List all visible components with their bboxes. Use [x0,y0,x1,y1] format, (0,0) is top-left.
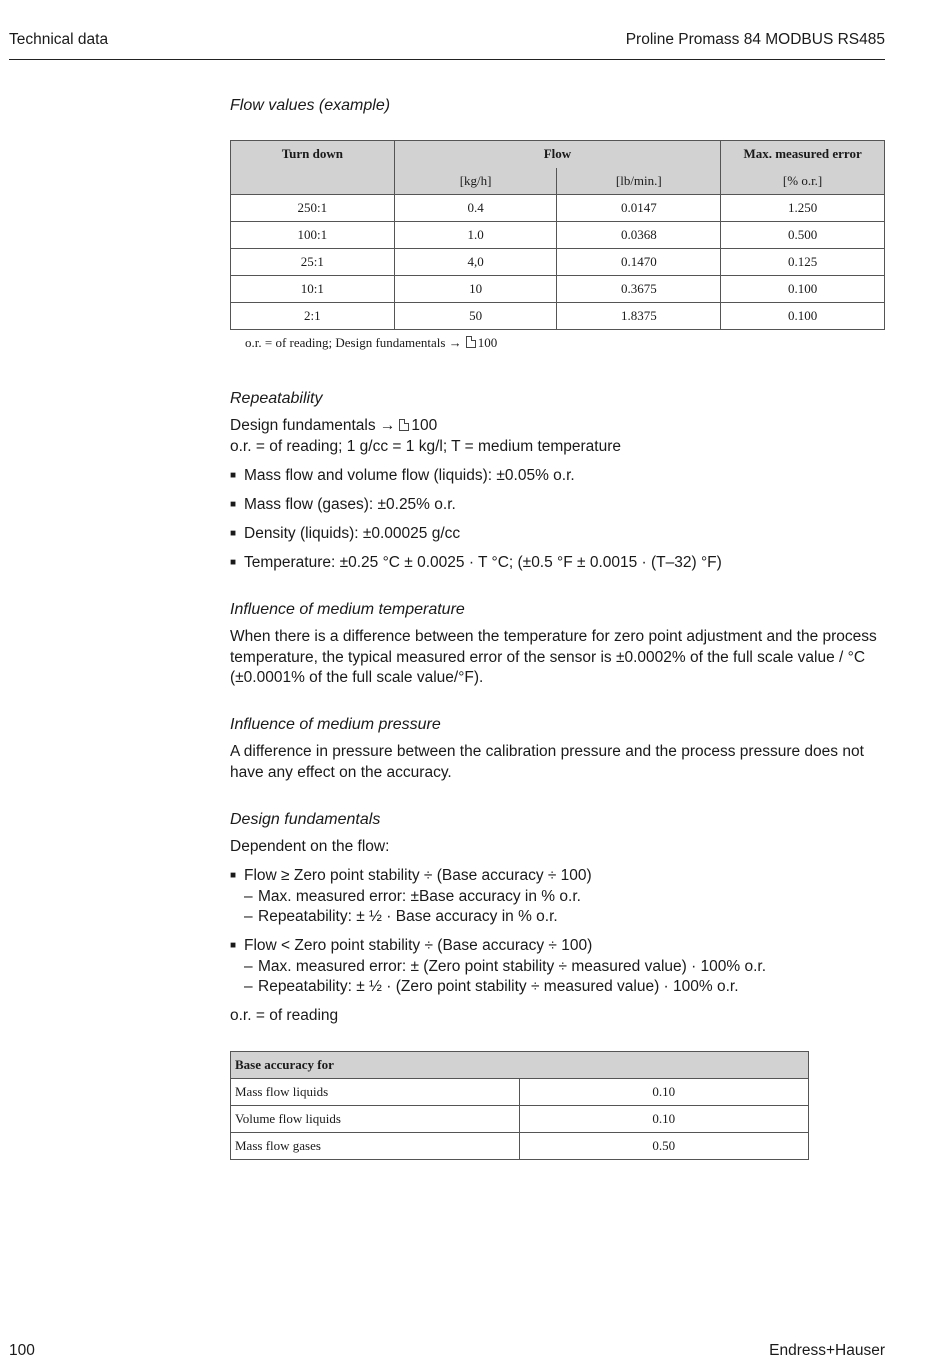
cell-flow-kgh: 50 [394,303,557,330]
design-case-details [244,957,885,998]
table-row [231,1106,809,1133]
cell-measurand: Mass flow liquids [231,1079,520,1106]
medium-pressure-text: A difference in pressure between the calibration pressure and the process pressure does not have any effect on the accuracy. [230,743,864,781]
table-row [231,1133,809,1160]
header-document-title: Proline Promass 84 MODBUS RS485 [625,31,885,48]
cell-measurand: Volume flow liquids [231,1106,520,1133]
cell-accuracy: 0.50 [519,1133,808,1160]
repeatability-heading: Repeatability [230,390,323,407]
base-accuracy-table [230,1051,809,1160]
cell-flow-kgh: 10 [394,276,557,303]
design-case-list [230,866,885,998]
table-row [231,303,885,330]
list-item [230,866,885,928]
table-row [231,276,885,303]
list-item: ■ Density (liquids): ±0.00025 g/cc [230,524,885,545]
cell-flow-lbmin: 1.8375 [557,303,721,330]
page-reference-icon [399,419,409,431]
base-accuracy-table-wrap [230,1051,885,1160]
cell-turn-down: 2:1 [231,303,395,330]
table-row [231,222,885,249]
unit-lbmin: [lb/min.] [557,168,721,195]
medium-temperature-section [230,601,885,689]
cell-measurand: Mass flow gases [231,1133,520,1160]
table-row [231,249,885,276]
repeatability-section [230,390,885,582]
unit-cell-blank [231,168,395,195]
list-item: ■ Temperature: ±0.25 °C ± 0.0025 · T °C; (±0.5 °F ± 0.0015 · (T–32) °F) [230,553,885,574]
medium-pressure-section [230,716,885,783]
medium-temperature-heading: Influence of medium temperature [230,601,465,618]
cell-flow-lbmin: 0.0147 [557,195,721,222]
design-intro: Dependent on the flow: [230,838,390,855]
footer-brand: Endress+Hauser [769,1342,885,1359]
table-row [231,1079,809,1106]
repeatability-list [230,466,885,574]
list-item: – Max. measured error: ±Base accuracy in % o.r. [244,887,885,908]
cell-accuracy: 0.10 [519,1106,808,1133]
cell-flow-kgh: 1.0 [394,222,557,249]
cell-turn-down: 25:1 [231,249,395,276]
flow-note-text: o.r. = of reading; Design fundamentals → [245,335,462,350]
cell-max-error: 0.100 [721,303,885,330]
page-number: 100 [9,1342,35,1359]
flow-note-page: 100 [477,335,498,350]
list-item: – Repeatability: ± ½ · Base accuracy in % o.r. [244,907,885,928]
cell-max-error: 0.500 [721,222,885,249]
list-item: ■ Mass flow (gases): ±0.25% o.r. [230,495,885,516]
cell-flow-lbmin: 0.1470 [557,249,721,276]
design-fundamentals-section [230,811,885,1027]
cell-turn-down: 10:1 [231,276,395,303]
flow-values-heading: Flow values (example) [230,97,391,114]
table-row [231,195,885,222]
col-header-flow: Flow [394,141,720,169]
cell-turn-down: 250:1 [231,195,395,222]
medium-pressure-heading: Influence of medium pressure [230,716,441,733]
cell-flow-kgh: 4,0 [394,249,557,276]
cell-flow-lbmin: 0.0368 [557,222,721,249]
unit-kgh: [kg/h] [394,168,557,195]
cell-max-error: 0.100 [721,276,885,303]
repeatability-definitions: o.r. = of reading; 1 g/cc = 1 kg/l; T = medium temperature [230,437,622,455]
header-divider [9,59,885,60]
list-item: – Max. measured error: ± (Zero point stability ÷ measured value) · 100% o.r. [244,957,885,978]
design-fundamentals-heading: Design fundamentals [230,811,381,828]
medium-temperature-text: When there is a difference between the temperature for zero point adjustment and the process temperature, the typical measured error of the sensor is ±0.0002% of the full scale value / °C (±0.0001% of the full scale value/°F). [230,628,877,686]
list-item [230,936,885,998]
design-case-condition: Flow ≥ Zero point stability ÷ (Base accuracy ÷ 100) [244,867,592,884]
design-case-condition: Flow < Zero point stability ÷ (Base accuracy ÷ 100) [244,937,593,954]
repeatability-ref-page: 100 [411,417,438,434]
list-item: – Repeatability: ± ½ · (Zero point stability ÷ measured value) · 100% o.r. [244,977,885,998]
cell-max-error: 1.250 [721,195,885,222]
cell-flow-lbmin: 0.3675 [557,276,721,303]
repeatability-reference [230,416,885,437]
flow-table-note [245,335,900,351]
design-footnote: o.r. = of reading [230,1007,339,1024]
flow-values-section [230,97,885,115]
col-header-turn-down: Turn down [231,141,395,169]
header-section-title: Technical data [9,31,109,48]
list-item: ■ Mass flow and volume flow (liquids): ±0.05% o.r. [230,466,885,487]
flow-values-table [230,140,885,330]
base-accuracy-header: Base accuracy for [231,1052,809,1079]
cell-max-error: 0.125 [721,249,885,276]
design-case-details [244,887,885,928]
page-reference-icon [466,336,476,348]
unit-error: [% o.r.] [721,168,885,195]
cell-accuracy: 0.10 [519,1079,808,1106]
cell-flow-kgh: 0.4 [394,195,557,222]
cell-turn-down: 100:1 [231,222,395,249]
repeatability-ref-text: Design fundamentals → [230,417,396,434]
col-header-max-error: Max. measured error [721,141,885,169]
flow-values-table-wrap [230,140,885,330]
